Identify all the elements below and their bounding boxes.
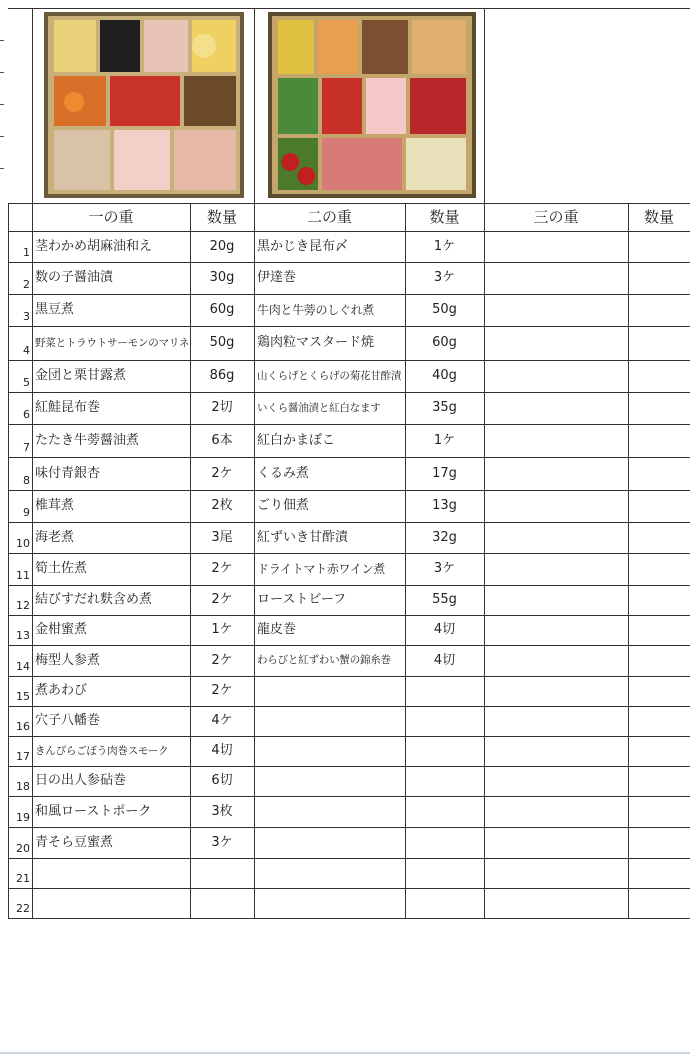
row-number: 15 [16, 690, 30, 703]
tier1-item: 梅型人参煮 [35, 653, 101, 668]
tier1-photo [44, 12, 244, 198]
tier2-item: 黒かじき昆布〆 [257, 239, 349, 254]
row-number: 12 [16, 599, 30, 612]
row-number: 16 [16, 720, 30, 733]
edge-mark [0, 168, 4, 169]
tier1-qty: 2ケ [211, 653, 233, 668]
tier1-item: 青そら豆蜜煮 [35, 835, 114, 850]
grid-vline [484, 8, 485, 918]
tier2-qty: 50g [432, 302, 457, 317]
edge-mark [0, 136, 4, 137]
tier1-item: たたき牛蒡醤油煮 [35, 433, 140, 448]
tier2-item [254, 676, 405, 706]
tier2-item: ローストビーフ [257, 592, 347, 607]
edge-mark [0, 72, 4, 73]
tier1-item: 筍土佐煮 [35, 561, 88, 576]
row-number: 14 [16, 660, 30, 673]
tier2-qty: 13g [432, 498, 457, 513]
tier1-qty: 3ケ [211, 835, 233, 850]
tier2-qty [405, 736, 484, 766]
row-number: 22 [16, 902, 30, 915]
tier2-item: 牛肉と牛蒡のしぐれ煮 [257, 303, 375, 317]
tier1-qty: 2ケ [211, 466, 233, 481]
tier2-item: 紅ずいき甘酢漬 [257, 530, 349, 545]
tier2-item: わらびと紅ずわい蟹の錦糸巻 [257, 654, 391, 666]
tier1-item: 金柑蜜煮 [35, 622, 88, 637]
tier1-item: 黒豆煮 [35, 302, 75, 317]
row-number: 2 [23, 278, 30, 291]
tier1-item [32, 888, 190, 918]
tier1-item: 金団と栗甘露煮 [35, 368, 127, 383]
tier1-item: 結びすだれ麩含め煮 [35, 592, 153, 607]
tier2-qty: 35g [432, 400, 457, 415]
tier2-photo [268, 12, 476, 198]
tier1-qty: 30g [209, 270, 235, 285]
tier2-qty: 3ケ [433, 561, 456, 576]
row-number: 8 [23, 474, 30, 487]
header-tier3: 三の重 [533, 208, 579, 226]
header-qty3: 数量 [643, 208, 674, 226]
tier1-qty: 2切 [211, 400, 233, 415]
tier1-qty [190, 888, 254, 918]
tier2-item: ごり佃煮 [257, 498, 310, 513]
tier2-qty: 32g [432, 530, 457, 545]
tier2-qty: 60g [432, 335, 457, 350]
tier2-qty [405, 676, 484, 706]
header-tier1: 一の重 [88, 208, 134, 226]
grid-hline [8, 918, 690, 919]
tier1-qty: 2枚 [211, 498, 233, 513]
tier2-qty: 1ケ [433, 433, 456, 448]
tier2-qty [405, 827, 484, 858]
tier1-item: 数の子醤油漬 [35, 270, 114, 285]
tier2-item: 山くらげとくらげの菊花甘酢漬 [257, 370, 402, 382]
tier1-qty: 2ケ [211, 592, 233, 607]
tier2-item [254, 888, 405, 918]
tier2-qty: 55g [432, 592, 457, 607]
tier2-qty [405, 858, 484, 888]
tier1-item: 和風ローストポーク [35, 804, 152, 819]
tier1-item: 海老煮 [35, 530, 75, 545]
row-number: 5 [23, 376, 30, 389]
tier1-qty: 6本 [211, 433, 233, 448]
tier2-qty [405, 706, 484, 736]
tier1-qty: 3尾 [211, 530, 233, 545]
tier1-qty: 60g [209, 302, 235, 317]
row-number: 13 [16, 629, 30, 642]
tier1-qty: 1ケ [211, 622, 233, 637]
tier1-item [32, 858, 190, 888]
tier2-item [254, 766, 405, 796]
tier1-qty: 3枚 [211, 804, 233, 819]
grid-vline [628, 203, 629, 918]
tier1-qty: 86g [209, 368, 235, 383]
tier1-qty [190, 858, 254, 888]
tier1-item: 野菜とトラウトサーモンのマリネ [35, 337, 190, 349]
tier1-item: 穴子八幡巻 [35, 713, 101, 728]
tier2-item [254, 827, 405, 858]
tier2-item [254, 736, 405, 766]
table-top-border [8, 8, 690, 9]
tier1-qty: 6切 [211, 773, 233, 788]
tier2-qty [405, 888, 484, 918]
tier1-item: 煮あわび [35, 683, 88, 698]
edge-mark [0, 104, 4, 105]
tier2-item: 龍皮巻 [257, 622, 297, 637]
row-number: 18 [16, 780, 30, 793]
tier2-item [254, 706, 405, 736]
header-tier2: 二の重 [306, 208, 352, 226]
tier1-qty: 20g [209, 239, 235, 254]
tier2-qty [405, 766, 484, 796]
tier2-item [254, 796, 405, 827]
tier2-qty: 3ケ [433, 270, 456, 285]
tier1-qty: 4ケ [211, 713, 233, 728]
row-number: 19 [16, 811, 30, 824]
row-number: 3 [23, 310, 30, 323]
tier1-item: 紅鮭昆布巻 [35, 400, 101, 415]
tier1-item: 日の出人参砧巻 [35, 773, 127, 788]
header-qty2: 数量 [429, 208, 460, 226]
tier1-item: 茎わかめ胡麻油和え [35, 239, 153, 254]
row-number: 21 [16, 872, 30, 885]
tier1-qty: 50g [209, 335, 235, 350]
tier2-item: 伊達巻 [257, 270, 297, 285]
row-number: 20 [16, 842, 30, 855]
header-qty1: 数量 [206, 208, 237, 226]
tier2-qty: 17g [432, 466, 457, 481]
tier2-qty: 40g [432, 368, 457, 383]
row-number: 1 [23, 246, 30, 259]
tier2-item: ドライトマト赤ワイン煮 [257, 562, 385, 576]
tier1-qty: 2ケ [211, 561, 233, 576]
tier2-qty: 4切 [433, 653, 456, 668]
row-number: 7 [23, 441, 30, 454]
tier1-item: 椎茸煮 [35, 498, 75, 513]
tier2-item: 鶏肉粒マスタード焼 [257, 335, 375, 350]
tier1-qty: 2ケ [211, 683, 233, 698]
edge-mark [0, 40, 4, 41]
tier2-item [254, 858, 405, 888]
row-number: 4 [23, 344, 30, 357]
tier1-item: きんぴらごぼう肉巻スモーク [35, 745, 169, 757]
row-number: 6 [23, 408, 30, 421]
row-number: 11 [16, 569, 30, 582]
tier2-item: くるみ煮 [257, 466, 310, 481]
tier1-qty: 4切 [211, 743, 233, 758]
row-number: 10 [16, 537, 30, 550]
row-number: 9 [23, 506, 30, 519]
tier2-qty: 1ケ [433, 239, 456, 254]
tier2-item: 紅白かまぼこ [257, 433, 336, 448]
tier2-qty: 4切 [433, 622, 456, 637]
tier2-qty [405, 796, 484, 827]
scan-fold-line [0, 1052, 690, 1054]
tier1-item: 味付青銀杏 [35, 466, 101, 481]
tier2-item: いくら醤油漬と紅白なます [257, 402, 381, 414]
row-number: 17 [16, 750, 30, 763]
